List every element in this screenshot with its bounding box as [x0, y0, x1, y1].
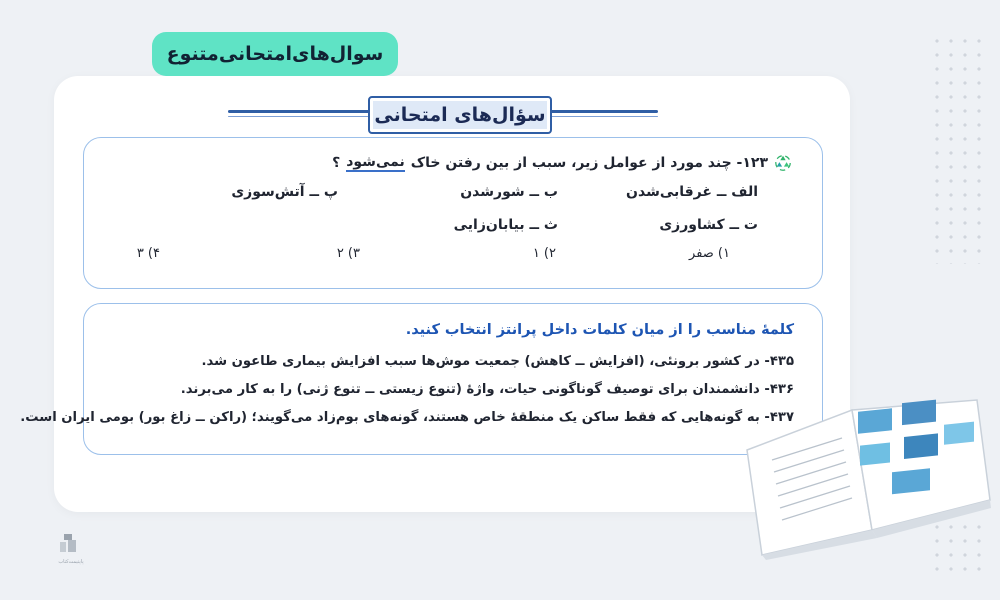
fill-blank-line-435: ۴۳۵- در کشور برونئی، (افزایش ــ کاهش) جمعیت موش‌ها سبب افزایش بیماری طاعون شد. [201, 354, 794, 369]
question-stem [332, 154, 792, 172]
question-box [83, 137, 823, 289]
recycle-icon [774, 154, 792, 172]
answer-option-2[interactable]: ۲) ۱ [532, 246, 556, 261]
item-alef: الف ــ غرقابی‌شدن [626, 184, 758, 200]
answer-option-4[interactable]: ۴) ۳ [136, 246, 160, 261]
fill-blank-title: کلمهٔ مناسب را از میان کلمات داخل پرانتز انتخاب کنید. [405, 322, 794, 338]
fill-blank-line-436: ۴۳۶- دانشمندان برای توصیف گوناگونی حیات، واژهٔ (تنوع زیستی ــ تنوع ژنی) را به کار می‌برند. [180, 382, 794, 397]
open-book-image [742, 380, 992, 560]
fill-blank-line-437: ۴۳۷- به گونه‌هایی که فقط ساکن یک منطقهٔ خاص هستند، گونه‌های بوم‌زاد می‌گویند؛ (راکن ــ زاغ بور) بومی ایران است. [20, 410, 794, 425]
brand-logo-icon [56, 530, 86, 566]
fill-blank-box [20, 303, 823, 455]
section-tab[interactable]: سوال‌های‌امتحانی‌متنوع [152, 32, 398, 76]
svg-text:پاپتیمت‌کتاب: پاپتیمت‌کتاب [58, 559, 84, 565]
item-se: ث ــ بیابان‌زایی [453, 217, 558, 233]
item-be: ب ــ شورشدن [460, 184, 558, 200]
question-text: ۱۲۳- چند مورد از عوامل زیر، سبب از بین رفتن خاک [410, 155, 768, 171]
decorative-dots-top [930, 34, 982, 264]
answer-option-3[interactable]: ۳) ۲ [336, 246, 360, 261]
item-pe: پ ــ آتش‌سوزی [231, 184, 338, 200]
item-te: ت ــ کشاورزی [659, 217, 758, 233]
banner-title: سؤال‌های امتحانی [368, 96, 552, 134]
question-underlined-word: نمی‌شود [346, 154, 405, 170]
question-mark: ؟ [332, 155, 341, 171]
answer-option-1[interactable]: ۱) صفر [689, 246, 730, 261]
